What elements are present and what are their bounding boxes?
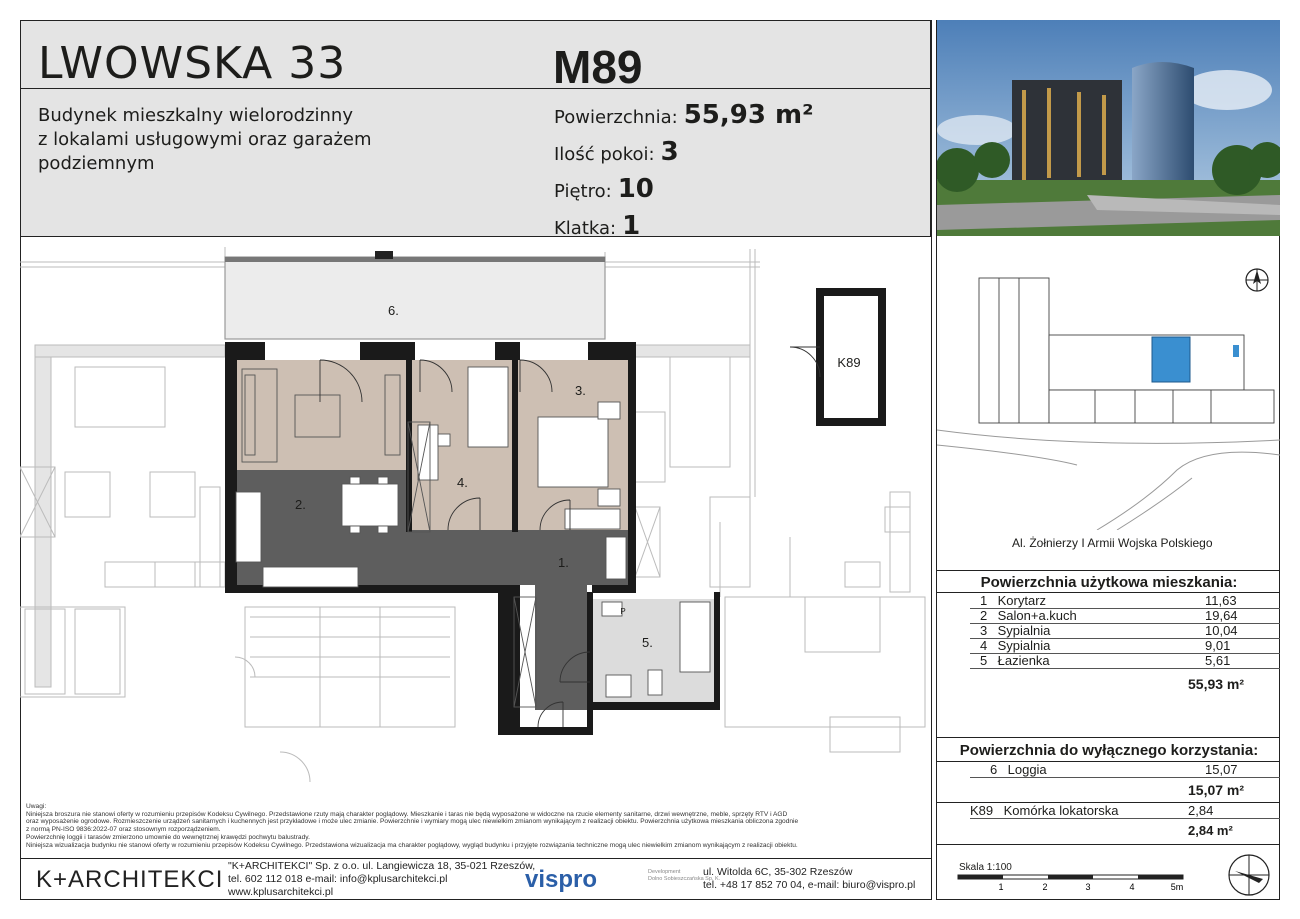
row-divider	[970, 777, 1280, 778]
loggia-total: 15,07 m²	[1188, 782, 1245, 798]
developer-sub-line: Development	[648, 869, 681, 875]
row-divider	[970, 818, 1280, 819]
building-description	[38, 104, 398, 176]
storage-label: K89	[837, 355, 861, 370]
rooms-value: 3	[660, 137, 679, 167]
developer-line: ul. Witolda 6C, 35-302 Rzeszów	[703, 866, 853, 878]
scale-bar	[955, 873, 1195, 895]
table-row	[980, 638, 1231, 653]
notes-line: Powierzchnię loggii i tarasów zmierzono umownie do wewnętrznej krawędzi pochwytu balustrady.	[26, 833, 310, 841]
site-roads	[937, 430, 1280, 530]
table-row	[980, 653, 1231, 668]
description-line: Budynek mieszkalny wielorodzinny	[38, 105, 353, 126]
row-name: Sypialnia	[997, 638, 1051, 653]
row-name: Łazienka	[997, 653, 1050, 668]
developer-logo: vispro	[525, 866, 598, 893]
row-num: 6	[990, 762, 998, 777]
row-value: 10,04	[1205, 623, 1238, 638]
loggia-area	[225, 257, 605, 339]
room-label: 5.	[642, 635, 653, 650]
row-value: 15,07	[1205, 762, 1238, 777]
staircase-label: Klatka:	[554, 218, 617, 239]
notes-line: Niniejsza broszura nie stanowi oferty w rozumieniu przepisów Kodeksu Cywilnego. Przedstawione rzuty mają charakter poglądowy. Mieszkanie i taras nie będą wyposażone w widoczne na rzucie elementy sanitarne, drzwi wewnętrzne, meble, sprzęty RTV i AGD	[26, 810, 788, 818]
area-value: 55,93 m²	[683, 100, 814, 130]
row-num: 1	[980, 593, 988, 608]
floor-label: Piętro:	[554, 181, 612, 202]
rooms-label: Ilość pokoi:	[554, 144, 655, 165]
table-divider	[937, 570, 1280, 571]
loggia-drain	[375, 251, 393, 259]
row-value: 9,01	[1205, 638, 1231, 653]
architect-line: www.kplusarchitekci.pl	[228, 885, 334, 898]
architect-line: "K+ARCHITEKCI" Sp. z o.o. ul. Langiewicza 18, 35-021 Rzeszów,	[228, 860, 536, 872]
room-label: 3.	[575, 383, 586, 398]
room-living-floor	[236, 360, 406, 470]
building-visualization	[937, 20, 1280, 236]
architect-line: tel. 602 112 018 e-mail: info@kplusarchitekci.pl	[228, 872, 448, 885]
row-value: 5,61	[1205, 653, 1231, 668]
loggia-railing	[225, 257, 605, 262]
table-divider	[937, 737, 1280, 738]
room-label: 6.	[388, 303, 399, 318]
description-line: podziemnym	[38, 153, 155, 174]
usable-area-title: Powierzchnia użytkowa mieszkania:	[980, 574, 1238, 591]
scale-tick: 3	[1085, 882, 1091, 892]
disclaimer-notes	[26, 803, 931, 849]
developer-line: tel. +48 17 852 70 04, e-mail: biuro@vispro.pl	[703, 879, 916, 891]
room-label: 1.	[558, 555, 569, 570]
row-num: 3	[980, 623, 988, 638]
bathroom-mark: P	[620, 607, 626, 616]
scale-tick: 5m	[1170, 882, 1184, 892]
row-value: 11,63	[1205, 593, 1237, 608]
row-num: 2	[980, 608, 988, 623]
table-row	[980, 623, 1238, 638]
storage-total: 2,84 m²	[1188, 823, 1233, 838]
floor-value: 10	[617, 174, 654, 204]
street-name: Al. Żołnierzy I Armii Wojska Polskiego	[1012, 536, 1213, 550]
site-building	[979, 278, 1274, 423]
table-row	[990, 762, 1238, 777]
notes-line: oraz wyposażenie ogrodowe. Rozmieszczenie urządzeń sanitarnych i kuchennych jest przykładowe i może ulec zmianie. Powierzchnie i wymiary mogą ulec niewielkim zmianom wynikającym z realizacji obiektu. Powierzchnia użytkowa mieszkania obliczona zgodnie	[26, 818, 799, 826]
developer-sub-line: Dolno Sobieszczańska Sp. K.	[648, 876, 721, 882]
row-name: Korytarz	[997, 593, 1047, 608]
highlighted-storage	[1233, 345, 1239, 357]
apartment-code: M89	[553, 41, 643, 93]
room-label: 4.	[457, 475, 468, 490]
storage-door	[790, 347, 820, 377]
scale-label: Skala 1:100	[959, 862, 1012, 873]
row-name: Komórka lokatorska	[1003, 803, 1119, 818]
row-name: Salon+a.kuch	[997, 608, 1077, 623]
table-row	[980, 608, 1238, 623]
description-line: z lokalami usługowymi oraz garażem	[38, 129, 372, 150]
table-row	[970, 803, 1214, 818]
row-num: 4	[980, 638, 988, 653]
highlighted-apartment	[1152, 337, 1190, 382]
row-divider	[970, 668, 1280, 669]
rooms-fact	[554, 137, 813, 174]
north-arrow-icon	[1246, 269, 1268, 291]
apartment-facts	[554, 100, 813, 248]
row-num: 5	[980, 653, 988, 668]
architect-contact	[228, 860, 535, 898]
area-label: Powierzchnia:	[554, 107, 678, 128]
row-value: 19,64	[1205, 608, 1238, 623]
row-value: 2,84	[1188, 803, 1214, 818]
area-fact	[554, 100, 813, 137]
room-label: 2.	[295, 497, 306, 512]
staircase-value: 1	[622, 211, 641, 241]
notes-line: Niniejsza wizualizacja budynku nie stanowi oferty w rozumieniu przepisów Kodeksu Cywilnego. Przedstawiona wizualizacja ma charakter poglądowy, wygląd budynku i przyjęte rozwiązania techniczne mogą ulec niewielkim zmianom wynikającym z realizacji obiektu.	[26, 841, 798, 849]
developer-contact	[703, 866, 915, 892]
site-plan	[937, 240, 1280, 530]
table-divider	[937, 844, 1280, 845]
floor-plan	[20, 237, 931, 797]
row-name: Sypialnia	[997, 623, 1051, 638]
notes-heading: Uwagi:	[26, 803, 47, 810]
notes-line: z normą PN-ISO 9836:2022-07 oraz stosownym rozporządzeniem.	[26, 826, 221, 834]
building-title: LWOWSKA 33	[38, 38, 347, 89]
row-num: K89	[970, 803, 994, 818]
table-row	[980, 593, 1237, 608]
exclusive-area-title: Powierzchnia do wyłącznego korzystania:	[959, 742, 1259, 759]
row-name: Loggia	[1007, 762, 1047, 777]
usable-area-total: 55,93 m²	[1188, 676, 1245, 692]
compass-icon	[1226, 852, 1272, 898]
architect-logo: K+ARCHITEKCI	[36, 866, 224, 893]
corridor-floor	[412, 530, 628, 585]
scale-tick: 2	[1042, 882, 1048, 892]
footer-divider	[20, 858, 931, 859]
scale-tick: 1	[998, 882, 1004, 892]
scale-tick: 4	[1129, 882, 1135, 892]
floor-fact	[554, 174, 813, 211]
corridor-extension-floor	[535, 585, 587, 710]
